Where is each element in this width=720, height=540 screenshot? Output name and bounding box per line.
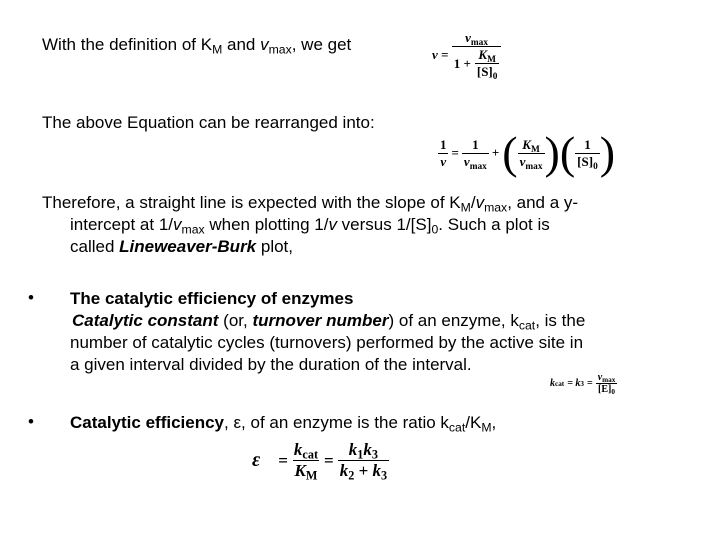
eq-fraction <box>575 137 600 170</box>
rearranged-line: The above Equation can be rearranged into: <box>42 113 375 132</box>
eq-text: = k <box>567 378 581 389</box>
intro-line <box>42 34 351 56</box>
bullet-1-line-3: a given interval divided by the duration of the interval. <box>70 355 472 374</box>
sub-0: 0 <box>611 388 615 397</box>
sub-0: 0 <box>492 71 498 82</box>
sub-m: M <box>460 200 471 215</box>
para-text: versus 1/[S] <box>336 215 432 234</box>
eq-sign: + <box>491 145 500 160</box>
slope-line-1 <box>42 192 702 214</box>
slope-line-3 <box>42 236 702 258</box>
eq-denominator <box>518 153 545 170</box>
eq-fraction <box>292 440 320 481</box>
v-symbol: v <box>475 193 485 212</box>
v-symbol: v <box>463 153 470 169</box>
k-symbol: K <box>522 136 531 152</box>
v-symbol: v <box>597 372 603 383</box>
bullet-2: • <box>28 412 34 431</box>
eq-numerator: 1 <box>472 136 479 152</box>
sub-max: max <box>525 161 543 172</box>
eq-fraction <box>596 372 618 395</box>
eq-numerator <box>476 47 498 63</box>
s-symbol: [S] <box>577 153 594 169</box>
eq-fraction <box>518 137 545 170</box>
k-symbol: K <box>294 461 306 480</box>
k-symbol: k <box>339 461 349 480</box>
catalytic-constant-block <box>70 288 710 376</box>
bullet-title: The catalytic efficiency of enzymes <box>70 289 354 308</box>
sub-m: M <box>530 144 540 155</box>
eq-fraction <box>462 137 489 170</box>
eq-fraction <box>338 440 389 481</box>
eq-numerator: 1 <box>584 136 591 152</box>
bullet-1: • <box>28 288 34 307</box>
eq-inner-fraction <box>475 47 500 80</box>
eq-sign: + <box>358 461 369 480</box>
eq-denominator <box>338 460 389 481</box>
sub-max: max <box>181 222 205 237</box>
right-paren: ) <box>544 127 560 178</box>
k-symbol: k <box>293 440 303 459</box>
intro-text: , we get <box>291 35 352 54</box>
v-symbol: v <box>260 35 269 54</box>
lineweaver-burk-term: Lineweaver-Burk <box>119 237 257 256</box>
k-symbol: k <box>372 461 382 480</box>
para-text: / <box>470 193 476 212</box>
left-paren: ( <box>559 127 576 178</box>
slope-line-2 <box>42 214 702 236</box>
para-text: intercept at 1/ <box>70 215 174 234</box>
equation-kcat: k cat = k 3 = $\frac{v_{max}}{[E]_0}$ <box>550 372 616 397</box>
eq-denominator <box>575 153 600 170</box>
sub-2: 2 <box>348 468 355 483</box>
eq-numerator <box>520 137 542 153</box>
eq-numerator <box>596 372 618 383</box>
eq-denominator <box>596 383 617 395</box>
eq-fraction <box>452 30 502 80</box>
para-text: , is the <box>535 311 586 330</box>
eq-text: 1 + <box>453 55 471 71</box>
k-symbol: k <box>348 440 358 459</box>
sub-max: max <box>484 200 508 215</box>
left-paren: ( <box>502 127 518 178</box>
v-symbol: v <box>465 30 471 45</box>
para-text: Therefore, a straight line is expected with the slope of K <box>42 193 461 212</box>
para-text: called <box>70 237 120 256</box>
bullet-1-title <box>70 288 710 310</box>
para-text: when plotting 1/ <box>204 215 329 234</box>
eq-sign: = <box>324 450 334 470</box>
v-symbol: v <box>328 215 337 234</box>
sub-cat: cat <box>448 420 466 435</box>
eq-fraction <box>438 137 449 170</box>
sub-1: 1 <box>357 447 364 462</box>
k-symbol: k <box>363 440 372 459</box>
catalytic-efficiency-term: Catalytic efficiency <box>70 413 225 432</box>
sub-m: M <box>212 42 223 57</box>
sub-max: max <box>602 376 616 385</box>
para-text: (or, <box>218 311 253 330</box>
sub-0: 0 <box>593 161 598 172</box>
slope-paragraph <box>42 192 702 258</box>
sub-max: max <box>469 161 487 172</box>
sub-max: max <box>268 42 292 57</box>
eq-sign: = <box>278 450 288 470</box>
eq-denominator <box>462 153 489 170</box>
para-text: , and a y- <box>507 193 579 212</box>
eq-sign: = <box>586 378 593 389</box>
equation-michaelis-menten <box>432 30 501 80</box>
intro-text: With the definition of K <box>42 35 213 54</box>
v-symbol: v <box>173 215 182 234</box>
equation-lineweaver-burk <box>438 127 616 178</box>
bullet-1-line-2: number of catalytic cycles (turnovers) performed by the active site in <box>70 333 584 352</box>
sub-0: 0 <box>431 222 439 237</box>
eq-denominator <box>293 460 320 481</box>
e-symbol: [E] <box>598 384 612 395</box>
right-paren: ) <box>599 127 616 178</box>
equation-efficiency <box>252 440 389 481</box>
para-text: ) of an enzyme, k <box>388 311 519 330</box>
catalytic-constant-term: Catalytic constant <box>72 311 219 330</box>
sub-cat: cat <box>518 318 536 333</box>
eq-numerator <box>292 440 320 460</box>
intro-text: and <box>222 35 261 54</box>
sub-max: max <box>470 37 489 48</box>
v-symbol: v <box>440 153 447 169</box>
k-symbol: K <box>478 47 488 62</box>
v-symbol: v <box>519 153 526 169</box>
para-text: . Such a plot is <box>438 215 550 234</box>
sub-m: M <box>487 54 496 65</box>
eq-sign: = <box>451 145 459 160</box>
bullet-1-line-1 <box>70 310 710 332</box>
eq-lhs: v = <box>432 47 449 62</box>
para-text: , <box>491 413 497 432</box>
k-symbol: k <box>550 378 555 389</box>
para-text: , ε, of an enzyme is the ratio k <box>224 413 449 432</box>
eq-numerator <box>347 440 380 460</box>
para-text: /K <box>465 413 482 432</box>
sub-m: M <box>305 468 318 483</box>
eq-numerator <box>463 30 490 46</box>
sub-3: 3 <box>381 468 388 483</box>
eq-denominator <box>475 63 500 80</box>
catalytic-efficiency-line <box>70 412 496 434</box>
eq-numerator: 1 <box>440 136 447 152</box>
eq-denominator <box>438 153 448 170</box>
eq-denominator <box>452 46 502 80</box>
sub-3: 3 <box>371 447 379 462</box>
s-symbol: [S] <box>476 64 493 79</box>
epsilon-symbol: ε <box>252 449 261 471</box>
sub-cat: cat <box>302 447 319 462</box>
sub-m: M <box>481 420 492 435</box>
para-text: plot, <box>256 237 293 256</box>
turnover-number-term: turnover number <box>252 311 389 330</box>
